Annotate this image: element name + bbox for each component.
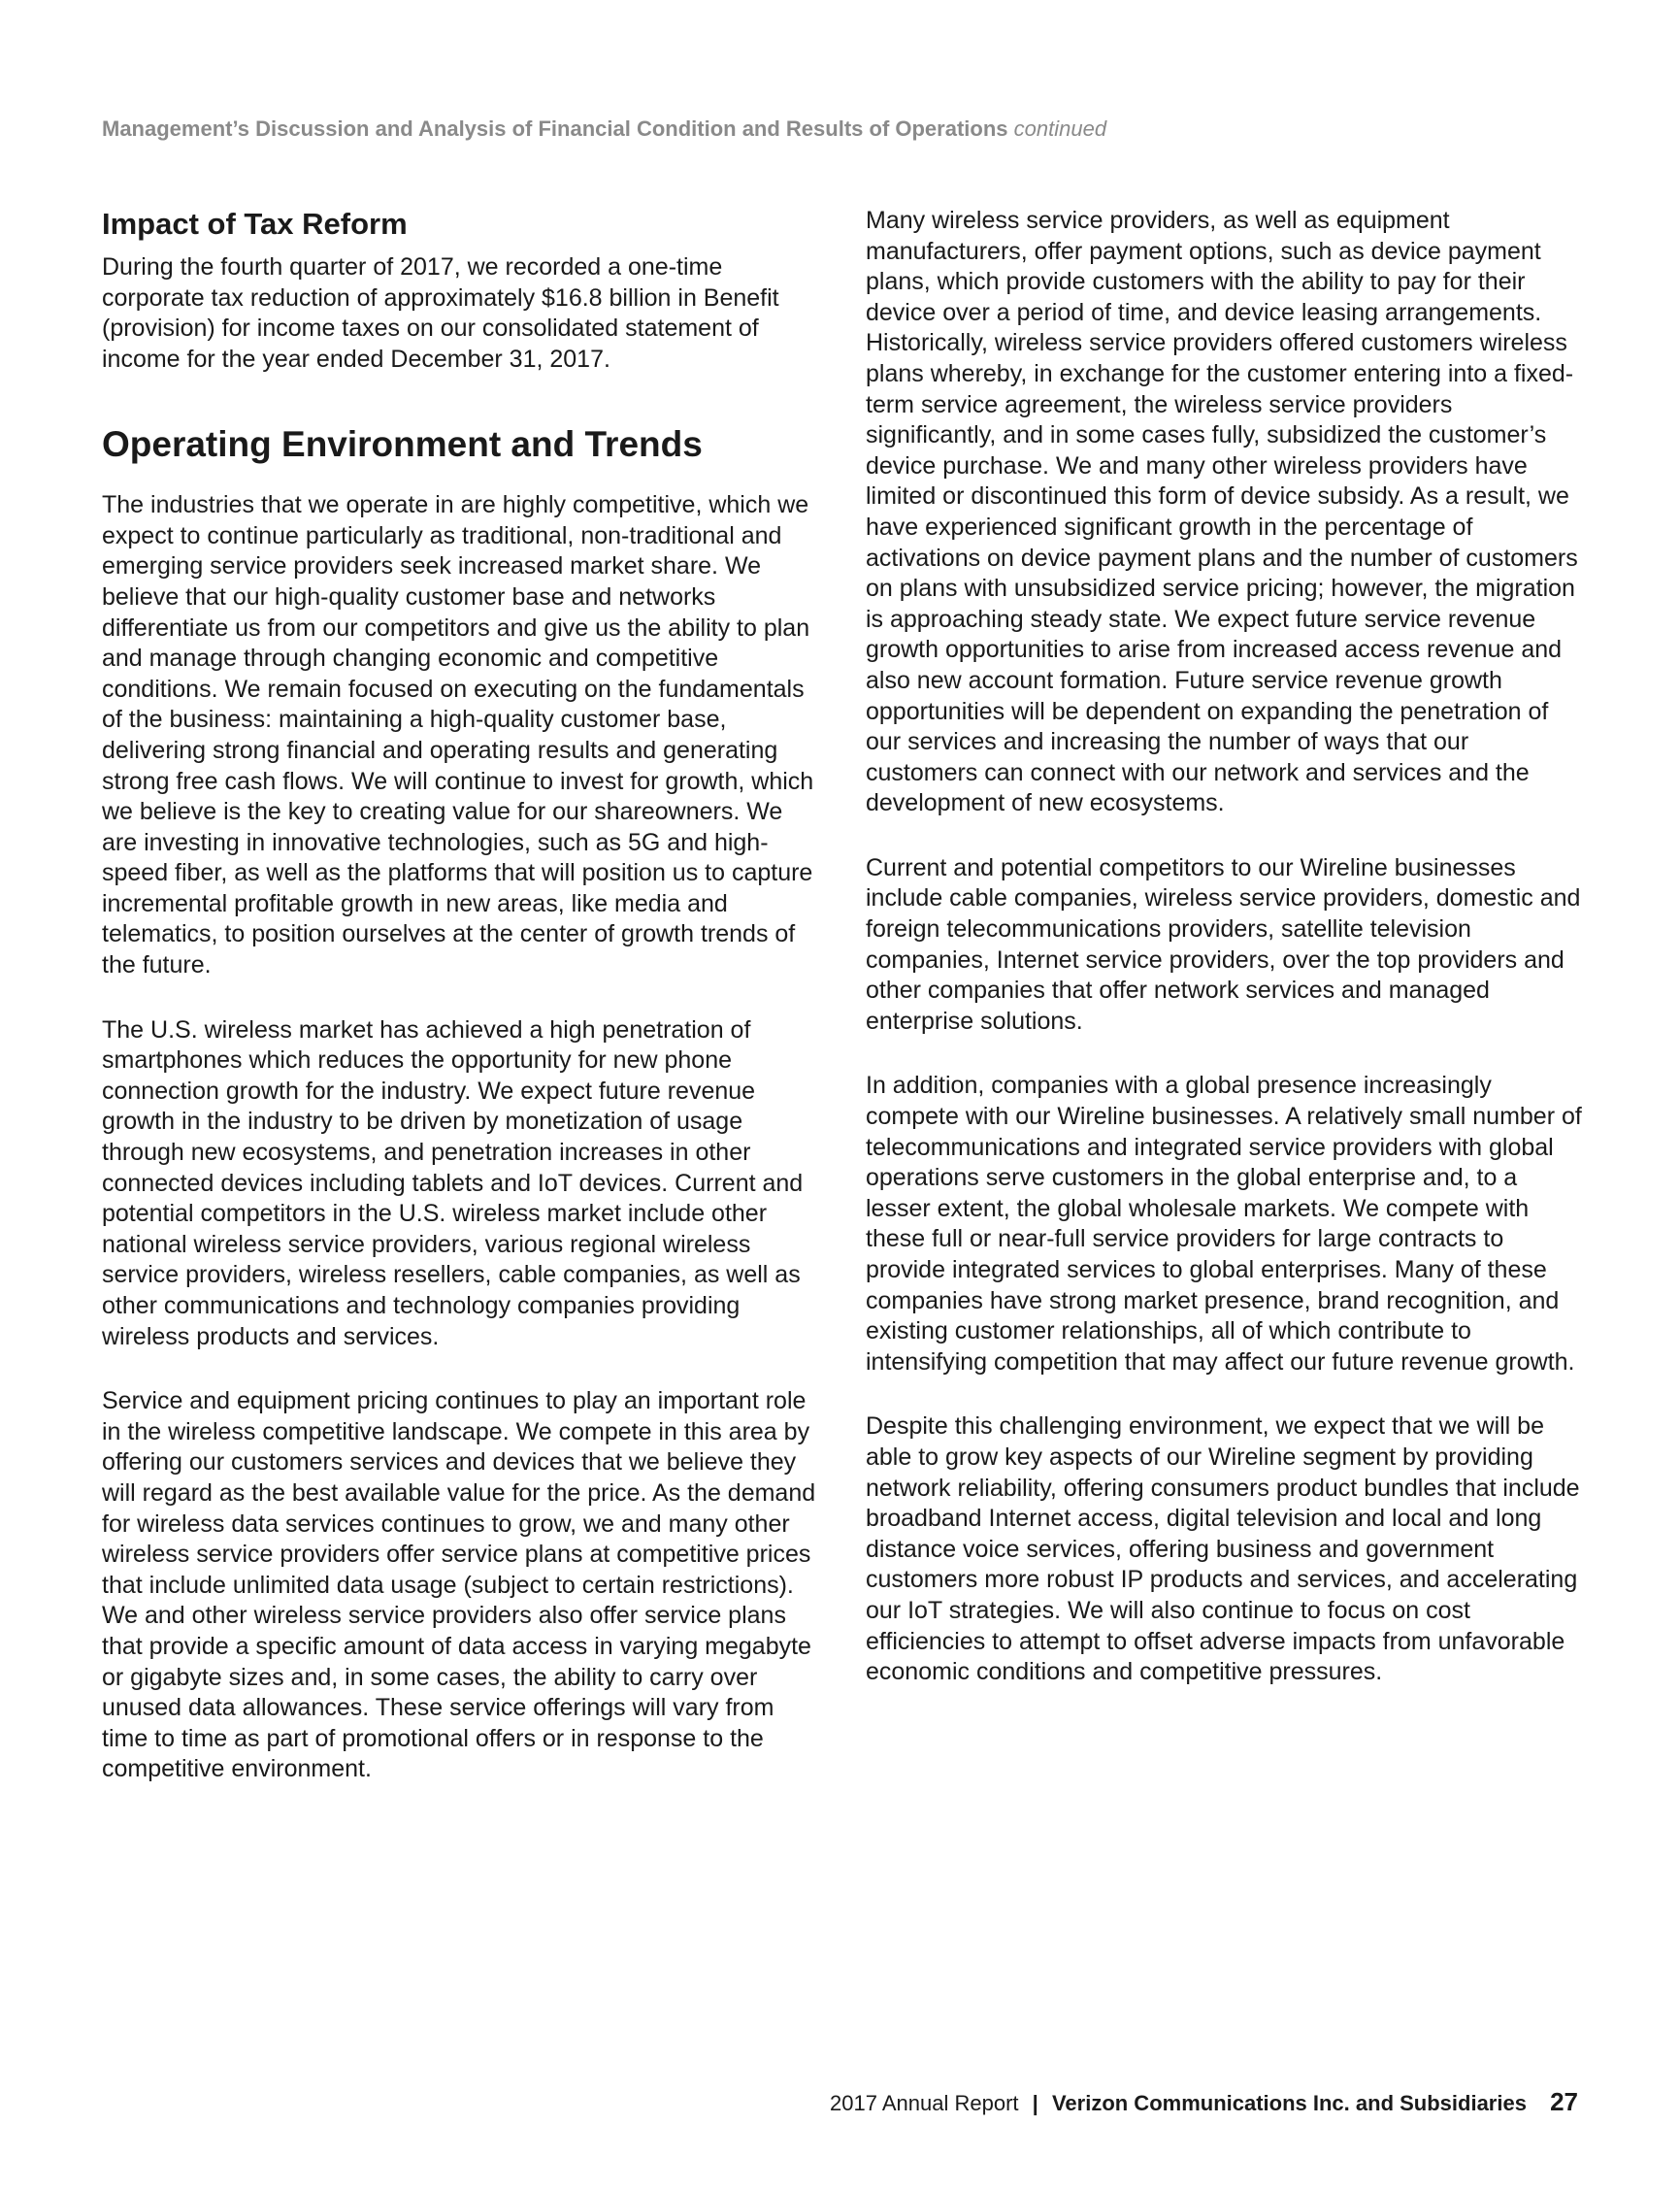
footer-company-name: Verizon Communications Inc. and Subsidiaries — [1051, 2091, 1527, 2115]
body-paragraph: Service and equipment pricing continues to play an important role in the wireless competitive landscape. We compete in this area by offering our customers services and devices that we believe they will regard as the best available value for the price. As the demand for wireless data services continues to grow, we and many other wireless service providers offer service plans at competitive prices that include unlimited data usage (subject to certain restrictions). We and other wireless service providers also offer service plans that provide a specific amount of data access in varying megabyte or gigabyte sizes and, in some cases, the ability to carry over unused data allowances. These service offerings will vary from time to time as part of promotional offers or in response to the competitive environment. — [102, 1387, 816, 1783]
running-header — [102, 116, 1106, 142]
tax-reform-heading: Impact of Tax Reform — [102, 207, 408, 241]
footer-separator: | — [1032, 2091, 1038, 2115]
running-header-continued: continued — [1013, 116, 1107, 141]
page-footer — [830, 2087, 1578, 2117]
running-header-title: Management’s Discussion and Analysis of Financial Condition and Results of Operations — [102, 116, 1008, 141]
body-paragraph: Current and potential competitors to our Wireline businesses include cable companies, wireless service providers, domestic and foreign telecommunications providers, satellite television companies, Internet service providers, over the top providers and other companies that offer network services and managed enterprise solutions. — [866, 853, 1581, 1035]
body-paragraph: The industries that we operate in are highly competitive, which we expect to continue particularly as traditional, non-traditional and emerging service providers seek increased market share. We believe that our high-quality customer base and networks differentiate us from our competitors and give us the ability to plan and manage through changing economic and competitive conditions. We remain focused on executing on the fundamentals of the business: maintaining a high-quality customer base, delivering strong financial and operating results and generating strong free cash flows. We will continue to invest for growth, which we believe is the key to creating value for our shareowners. We are investing in innovative technologies, such as 5G and high-speed fiber, as well as the platforms that will position us to capture incremental profitable growth in new areas, like media and telematics, to position ourselves at the center of growth trends of the future. — [102, 491, 814, 979]
right-column — [866, 206, 1586, 1688]
footer-report-label: 2017 Annual Report — [830, 2091, 1019, 2115]
operating-environment-heading: Operating Environment and Trends — [102, 424, 703, 465]
body-paragraph: Despite this challenging environment, we expect that we will be able to grow key aspects of our Wireline segment by providing network reliability, offering consumers product bundles that include broadband Internet access, digital television and local and long distance voice services, offering business and government customers more robust IP products and services, and accelerating our IoT strategies. We will also continue to focus on cost efficiencies to attempt to offset adverse impacts from unfavorable economic conditions and competitive pressures. — [866, 1412, 1580, 1686]
page-number: 27 — [1550, 2087, 1578, 2116]
body-paragraph: The U.S. wireless market has achieved a high penetration of smartphones which reduces the opportunity for new phone connection growth for the industry. We expect future revenue growth in the industry to be driven by monetization of usage through new ecosystems, and penetration increases in other connected devices including tablets and IoT devices. Current and potential competitors in the U.S. wireless market include other national wireless service providers, various regional wireless service providers, wireless resellers, cable companies, as well as other communications and technology companies providing wireless products and services. — [102, 1015, 804, 1350]
tax-reform-paragraph: During the fourth quarter of 2017, we recorded a one-time corporate tax reduction of approximately $16.8 billion in Benefit (provision) for income taxes on our consolidated statement of income for the year ended December 31, 2017. — [102, 253, 779, 373]
body-paragraph: In addition, companies with a global presence increasingly compete with our Wireline businesses. A relatively small number of telecommunications and integrated service providers with global operations serve customers in the global enterprise and, to a lesser extent, the global wholesale markets. We compete with these full or near-full service providers for large contracts to provide integrated services to global enterprises. Many of these companies have strong market presence, brand recognition, and existing customer relationships, all of which contribute to intensifying competition that may affect our future revenue growth. — [866, 1072, 1582, 1376]
body-paragraph: Many wireless service providers, as well as equipment manufacturers, offer payment options, such as device payment plans, which provide customers with the ability to pay for their device over a period of time, and device leasing arrangements. Historically, wireless service providers offered customers wireless plans whereby, in exchange for the customer entering into a fixed-term service agreement, the wireless service providers significantly, and in some cases fully, subsidized the customer’s device purchase. We and many other wireless providers have limited or discontinued this form of device subsidy. As a result, we have experienced significant growth in the percentage of activations on device payment plans and the number of customers on plans with unsubsidized service pricing; however, the migration is approaching steady state. We expect future service revenue growth opportunities to arise from increased access revenue and also new account formation. Future service revenue growth opportunities will be dependent on expanding the penetration of our services and increasing the number of ways that our customers can connect with our network and services and the development of new ecosystems. — [866, 207, 1578, 817]
left-column — [102, 208, 822, 1785]
